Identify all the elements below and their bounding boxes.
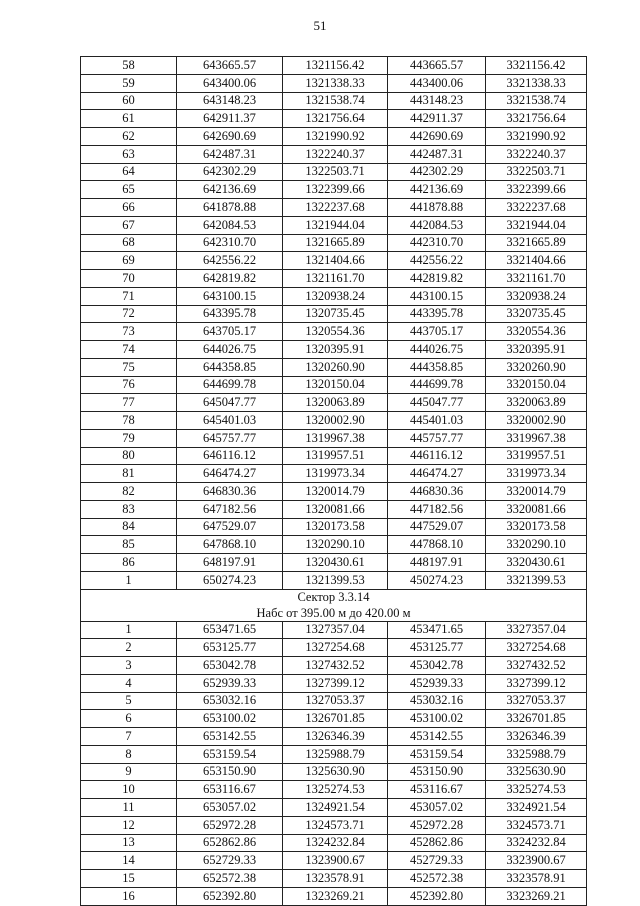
coordinate-cell: 642302.29 [177, 163, 283, 181]
table-row [81, 287, 587, 305]
coordinate-cell: 442084.53 [388, 216, 486, 234]
coordinate-cell: 3323269.21 [486, 887, 587, 905]
coordinate-cell: 3324921.54 [486, 799, 587, 817]
coordinate-cell: 3320002.90 [486, 412, 587, 430]
coordinate-cell: 1320395.91 [283, 341, 388, 359]
coordinate-cell: 1321404.66 [283, 252, 388, 270]
point-number-cell: 73 [81, 323, 177, 341]
point-number-cell: 61 [81, 110, 177, 128]
coordinate-cell: 1325630.90 [283, 763, 388, 781]
table-row [81, 852, 587, 870]
coordinate-cell: 648197.91 [177, 554, 283, 572]
coordinate-cell: 1324921.54 [283, 799, 388, 817]
coordinate-cell: 644699.78 [177, 376, 283, 394]
coordinate-cell: 3325630.90 [486, 763, 587, 781]
coordinate-cell: 1323269.21 [283, 887, 388, 905]
coordinate-cell: 1320173.58 [283, 518, 388, 536]
coordinate-cell: 452972.28 [388, 816, 486, 834]
point-number-cell: 15 [81, 870, 177, 888]
table-row [81, 341, 587, 359]
coordinate-cell: 1322237.68 [283, 199, 388, 217]
point-number-cell: 79 [81, 429, 177, 447]
coordinate-cell: 1327432.52 [283, 657, 388, 675]
coordinate-cell: 645047.77 [177, 394, 283, 412]
coordinate-cell: 1321944.04 [283, 216, 388, 234]
coordinate-cell: 1320081.66 [283, 500, 388, 518]
table-row [81, 181, 587, 199]
coordinate-cell: 453057.02 [388, 799, 486, 817]
coordinate-cell: 653125.77 [177, 639, 283, 657]
coordinate-cell: 443395.78 [388, 305, 486, 323]
coordinate-cell: 444026.75 [388, 341, 486, 359]
coordinate-cell: 650274.23 [177, 571, 283, 589]
coordinate-cell: 3319967.38 [486, 429, 587, 447]
table-row [81, 834, 587, 852]
coordinate-cell: 442911.37 [388, 110, 486, 128]
coordinate-cell: 642819.82 [177, 270, 283, 288]
coordinate-cell: 1320063.89 [283, 394, 388, 412]
table-row [81, 657, 587, 675]
coordinate-cell: 1325988.79 [283, 745, 388, 763]
point-number-cell: 10 [81, 781, 177, 799]
coordinate-cell: 3320173.58 [486, 518, 587, 536]
coordinate-cell: 643400.06 [177, 74, 283, 92]
table-row [81, 305, 587, 323]
coordinate-cell: 3323900.67 [486, 852, 587, 870]
coordinate-cell: 442310.70 [388, 234, 486, 252]
table-row [81, 887, 587, 905]
point-number-cell: 5 [81, 692, 177, 710]
coordinate-cell: 445757.77 [388, 429, 486, 447]
point-number-cell: 67 [81, 216, 177, 234]
coordinate-cell: 3327399.12 [486, 674, 587, 692]
coordinate-cell: 643100.15 [177, 287, 283, 305]
coordinate-cell: 647182.56 [177, 500, 283, 518]
coordinate-cell: 3327254.68 [486, 639, 587, 657]
coordinate-cell: 448197.91 [388, 554, 486, 572]
coordinate-cell: 447529.07 [388, 518, 486, 536]
point-number-cell: 13 [81, 834, 177, 852]
coordinate-cell: 3327432.52 [486, 657, 587, 675]
coordinate-cell: 1319957.51 [283, 447, 388, 465]
table-row [81, 429, 587, 447]
coordinate-cell: 3321404.66 [486, 252, 587, 270]
coordinate-cell: 652972.28 [177, 816, 283, 834]
point-number-cell: 70 [81, 270, 177, 288]
coordinate-cell: 453100.02 [388, 710, 486, 728]
coordinate-cell: 3325988.79 [486, 745, 587, 763]
point-number-cell: 83 [81, 500, 177, 518]
sector-title-row [81, 589, 587, 605]
coordinate-cell: 446116.12 [388, 447, 486, 465]
coordinate-cell: 646830.36 [177, 483, 283, 501]
point-number-cell: 78 [81, 412, 177, 430]
coordinate-cell: 1320430.61 [283, 554, 388, 572]
coordinate-cell: 453032.16 [388, 692, 486, 710]
table-row [81, 465, 587, 483]
coordinate-cell: 653142.55 [177, 728, 283, 746]
coordinate-cell: 3322399.66 [486, 181, 587, 199]
table-row [81, 376, 587, 394]
coordinate-cell: 647868.10 [177, 536, 283, 554]
coordinate-cell: 1321665.89 [283, 234, 388, 252]
coordinate-cell: 453116.67 [388, 781, 486, 799]
table-row [81, 163, 587, 181]
coordinate-cell: 1319973.34 [283, 465, 388, 483]
coordinate-cell: 453142.55 [388, 728, 486, 746]
coordinate-cell: 3324573.71 [486, 816, 587, 834]
table-row [81, 270, 587, 288]
coordinate-cell: 653042.78 [177, 657, 283, 675]
coordinate-cell: 642136.69 [177, 181, 283, 199]
coordinate-cell: 453125.77 [388, 639, 486, 657]
coordinate-cell: 652729.33 [177, 852, 283, 870]
coordinate-cell: 1321161.70 [283, 270, 388, 288]
coordinate-cell: 442690.69 [388, 128, 486, 146]
table-row [81, 145, 587, 163]
table-row [81, 536, 587, 554]
coordinate-cell: 3321338.33 [486, 74, 587, 92]
coordinate-cell: 446830.36 [388, 483, 486, 501]
table-row [81, 692, 587, 710]
coordinate-cell: 1323578.91 [283, 870, 388, 888]
point-number-cell: 1 [81, 571, 177, 589]
coordinate-cell: 3326346.39 [486, 728, 587, 746]
coordinate-cell: 443400.06 [388, 74, 486, 92]
coordinate-cell: 1323900.67 [283, 852, 388, 870]
coordinate-cell: 442302.29 [388, 163, 486, 181]
coordinate-cell: 446474.27 [388, 465, 486, 483]
coordinate-cell: 445047.77 [388, 394, 486, 412]
coordinate-cell: 443100.15 [388, 287, 486, 305]
table-row [81, 621, 587, 639]
coordinate-cell: 1321538.74 [283, 92, 388, 110]
coordinate-cell: 3321756.64 [486, 110, 587, 128]
coordinate-cell: 3320063.89 [486, 394, 587, 412]
coordinate-cell: 644358.85 [177, 358, 283, 376]
coordinate-cell: 645757.77 [177, 429, 283, 447]
coordinate-cell: 1322240.37 [283, 145, 388, 163]
coordinate-cell: 647529.07 [177, 518, 283, 536]
coordinate-cell: 3321990.92 [486, 128, 587, 146]
point-number-cell: 63 [81, 145, 177, 163]
sector-header [81, 589, 587, 621]
point-number-cell: 59 [81, 74, 177, 92]
coordinate-cell: 453042.78 [388, 657, 486, 675]
sector-range-row [81, 605, 587, 622]
coordinate-cell: 3320081.66 [486, 500, 587, 518]
point-number-cell: 66 [81, 199, 177, 217]
coordinate-cell: 450274.23 [388, 571, 486, 589]
coordinate-cell: 642556.22 [177, 252, 283, 270]
point-number-cell: 58 [81, 57, 177, 75]
coordinate-cell: 3320150.04 [486, 376, 587, 394]
table-row [81, 323, 587, 341]
coordinate-cell: 652862.86 [177, 834, 283, 852]
coordinate-cell: 1320735.45 [283, 305, 388, 323]
point-number-cell: 86 [81, 554, 177, 572]
coordinate-cell: 643395.78 [177, 305, 283, 323]
coordinate-cell: 1320002.90 [283, 412, 388, 430]
point-number-cell: 9 [81, 763, 177, 781]
coordinate-cell: 652572.38 [177, 870, 283, 888]
coordinate-cell: 3321665.89 [486, 234, 587, 252]
coordinate-cell: 652392.80 [177, 887, 283, 905]
table-row [81, 518, 587, 536]
coordinate-cell: 644026.75 [177, 341, 283, 359]
coordinate-cell: 3321944.04 [486, 216, 587, 234]
coordinates-block-2 [81, 621, 587, 905]
coordinate-cell: 1321756.64 [283, 110, 388, 128]
coordinate-cell: 652939.33 [177, 674, 283, 692]
point-number-cell: 65 [81, 181, 177, 199]
coordinate-cell: 642487.31 [177, 145, 283, 163]
table-row [81, 500, 587, 518]
coordinate-cell: 444358.85 [388, 358, 486, 376]
point-number-cell: 16 [81, 887, 177, 905]
coordinate-cell: 3321538.74 [486, 92, 587, 110]
table-row [81, 816, 587, 834]
coordinate-cell: 653116.67 [177, 781, 283, 799]
coordinate-cell: 442556.22 [388, 252, 486, 270]
coordinate-cell: 1320260.90 [283, 358, 388, 376]
coordinate-cell: 3320290.10 [486, 536, 587, 554]
coordinate-cell: 643148.23 [177, 92, 283, 110]
sector-height-range: Набс от 395.00 м до 420.00 м [81, 605, 587, 622]
coordinate-cell: 642084.53 [177, 216, 283, 234]
table-row [81, 571, 587, 589]
coordinate-cell: 1325274.53 [283, 781, 388, 799]
point-number-cell: 8 [81, 745, 177, 763]
coordinate-cell: 646116.12 [177, 447, 283, 465]
table-row [81, 394, 587, 412]
point-number-cell: 82 [81, 483, 177, 501]
table-row [81, 639, 587, 657]
coordinate-cell: 442819.82 [388, 270, 486, 288]
coordinate-cell: 444699.78 [388, 376, 486, 394]
coordinate-cell: 1321399.53 [283, 571, 388, 589]
coordinate-cell: 441878.88 [388, 199, 486, 217]
coordinate-cell: 442136.69 [388, 181, 486, 199]
coordinate-cell: 443665.57 [388, 57, 486, 75]
point-number-cell: 64 [81, 163, 177, 181]
table-row [81, 483, 587, 501]
point-number-cell: 7 [81, 728, 177, 746]
coordinate-cell: 642911.37 [177, 110, 283, 128]
point-number-cell: 12 [81, 816, 177, 834]
coordinate-cell: 453150.90 [388, 763, 486, 781]
coordinate-cell: 3326701.85 [486, 710, 587, 728]
coordinate-cell: 646474.27 [177, 465, 283, 483]
coordinate-cell: 443148.23 [388, 92, 486, 110]
coordinate-cell: 1324573.71 [283, 816, 388, 834]
table-row [81, 110, 587, 128]
table-row [81, 74, 587, 92]
table-row [81, 216, 587, 234]
coordinate-cell: 3320735.45 [486, 305, 587, 323]
coordinate-cell: 3319973.34 [486, 465, 587, 483]
point-number-cell: 80 [81, 447, 177, 465]
coordinate-cell: 653032.16 [177, 692, 283, 710]
coordinate-cell: 643665.57 [177, 57, 283, 75]
coordinate-cell: 445401.03 [388, 412, 486, 430]
point-number-cell: 71 [81, 287, 177, 305]
coordinate-cell: 3321161.70 [486, 270, 587, 288]
coordinate-cell: 642690.69 [177, 128, 283, 146]
coordinate-cell: 453159.54 [388, 745, 486, 763]
table-row [81, 710, 587, 728]
coordinate-cell: 452729.33 [388, 852, 486, 870]
table-row [81, 57, 587, 75]
coordinates-table [80, 56, 587, 906]
coordinate-cell: 1322399.66 [283, 181, 388, 199]
coordinate-cell: 452939.33 [388, 674, 486, 692]
point-number-cell: 72 [81, 305, 177, 323]
coordinate-cell: 452862.86 [388, 834, 486, 852]
point-number-cell: 3 [81, 657, 177, 675]
coordinate-cell: 1320938.24 [283, 287, 388, 305]
coordinate-cell: 3322237.68 [486, 199, 587, 217]
point-number-cell: 77 [81, 394, 177, 412]
coordinate-cell: 3322240.37 [486, 145, 587, 163]
coordinate-cell: 452572.38 [388, 870, 486, 888]
coordinate-cell: 447868.10 [388, 536, 486, 554]
coordinate-cell: 3321399.53 [486, 571, 587, 589]
coordinate-cell: 3320430.61 [486, 554, 587, 572]
coordinate-cell: 3320395.91 [486, 341, 587, 359]
table-row [81, 781, 587, 799]
table-row [81, 412, 587, 430]
table-row [81, 554, 587, 572]
coordinate-cell: 3327357.04 [486, 621, 587, 639]
coordinate-cell: 1321156.42 [283, 57, 388, 75]
coordinate-cell: 643705.17 [177, 323, 283, 341]
coordinate-cell: 653150.90 [177, 763, 283, 781]
coordinates-block-1 [81, 57, 587, 590]
coordinate-cell: 645401.03 [177, 412, 283, 430]
coordinate-cell: 1320150.04 [283, 376, 388, 394]
point-number-cell: 76 [81, 376, 177, 394]
coordinate-cell: 1326346.39 [283, 728, 388, 746]
coordinate-cell: 3324232.84 [486, 834, 587, 852]
table-row [81, 870, 587, 888]
coordinate-cell: 3327053.37 [486, 692, 587, 710]
coordinate-cell: 1322503.71 [283, 163, 388, 181]
point-number-cell: 2 [81, 639, 177, 657]
point-number-cell: 69 [81, 252, 177, 270]
point-number-cell: 60 [81, 92, 177, 110]
coordinate-cell: 3320260.90 [486, 358, 587, 376]
coordinate-cell: 3320014.79 [486, 483, 587, 501]
coordinate-cell: 3320554.36 [486, 323, 587, 341]
coordinate-cell: 1327357.04 [283, 621, 388, 639]
table-row [81, 763, 587, 781]
point-number-cell: 11 [81, 799, 177, 817]
point-number-cell: 62 [81, 128, 177, 146]
coordinate-cell: 641878.88 [177, 199, 283, 217]
table-row [81, 92, 587, 110]
table-row [81, 799, 587, 817]
table-row [81, 358, 587, 376]
coordinate-cell: 447182.56 [388, 500, 486, 518]
table-row [81, 674, 587, 692]
coordinate-cell: 1321990.92 [283, 128, 388, 146]
point-number-cell: 74 [81, 341, 177, 359]
coordinate-cell: 1327399.12 [283, 674, 388, 692]
coordinate-cell: 3321156.42 [486, 57, 587, 75]
coordinate-cell: 442487.31 [388, 145, 486, 163]
coordinate-cell: 452392.80 [388, 887, 486, 905]
coordinate-cell: 3320938.24 [486, 287, 587, 305]
coordinate-cell: 453471.65 [388, 621, 486, 639]
point-number-cell: 81 [81, 465, 177, 483]
coordinate-cell: 1321338.33 [283, 74, 388, 92]
point-number-cell: 14 [81, 852, 177, 870]
table-row [81, 128, 587, 146]
coordinate-cell: 1320290.10 [283, 536, 388, 554]
table-row [81, 447, 587, 465]
table-row [81, 199, 587, 217]
point-number-cell: 75 [81, 358, 177, 376]
coordinate-cell: 3325274.53 [486, 781, 587, 799]
point-number-cell: 4 [81, 674, 177, 692]
point-number-cell: 68 [81, 234, 177, 252]
table-row [81, 745, 587, 763]
coordinate-cell: 653057.02 [177, 799, 283, 817]
coordinate-cell: 653100.02 [177, 710, 283, 728]
coordinate-cell: 3323578.91 [486, 870, 587, 888]
coordinate-cell: 642310.70 [177, 234, 283, 252]
coordinate-cell: 1320014.79 [283, 483, 388, 501]
coordinate-cell: 653159.54 [177, 745, 283, 763]
coordinate-cell: 3322503.71 [486, 163, 587, 181]
coordinate-cell: 1327053.37 [283, 692, 388, 710]
coordinate-cell: 1320554.36 [283, 323, 388, 341]
table-row [81, 728, 587, 746]
point-number-cell: 6 [81, 710, 177, 728]
table-row [81, 252, 587, 270]
coordinate-cell: 1319967.38 [283, 429, 388, 447]
coordinate-cell: 1327254.68 [283, 639, 388, 657]
coordinate-cell: 3319957.51 [486, 447, 587, 465]
table-row [81, 234, 587, 252]
point-number-cell: 85 [81, 536, 177, 554]
page-number: 51 [313, 18, 327, 33]
coordinate-cell: 653471.65 [177, 621, 283, 639]
point-number-cell: 84 [81, 518, 177, 536]
point-number-cell: 1 [81, 621, 177, 639]
coordinate-cell: 1326701.85 [283, 710, 388, 728]
coordinate-cell: 443705.17 [388, 323, 486, 341]
coordinate-cell: 1324232.84 [283, 834, 388, 852]
sector-title: Сектор 3.3.14 [81, 589, 587, 605]
